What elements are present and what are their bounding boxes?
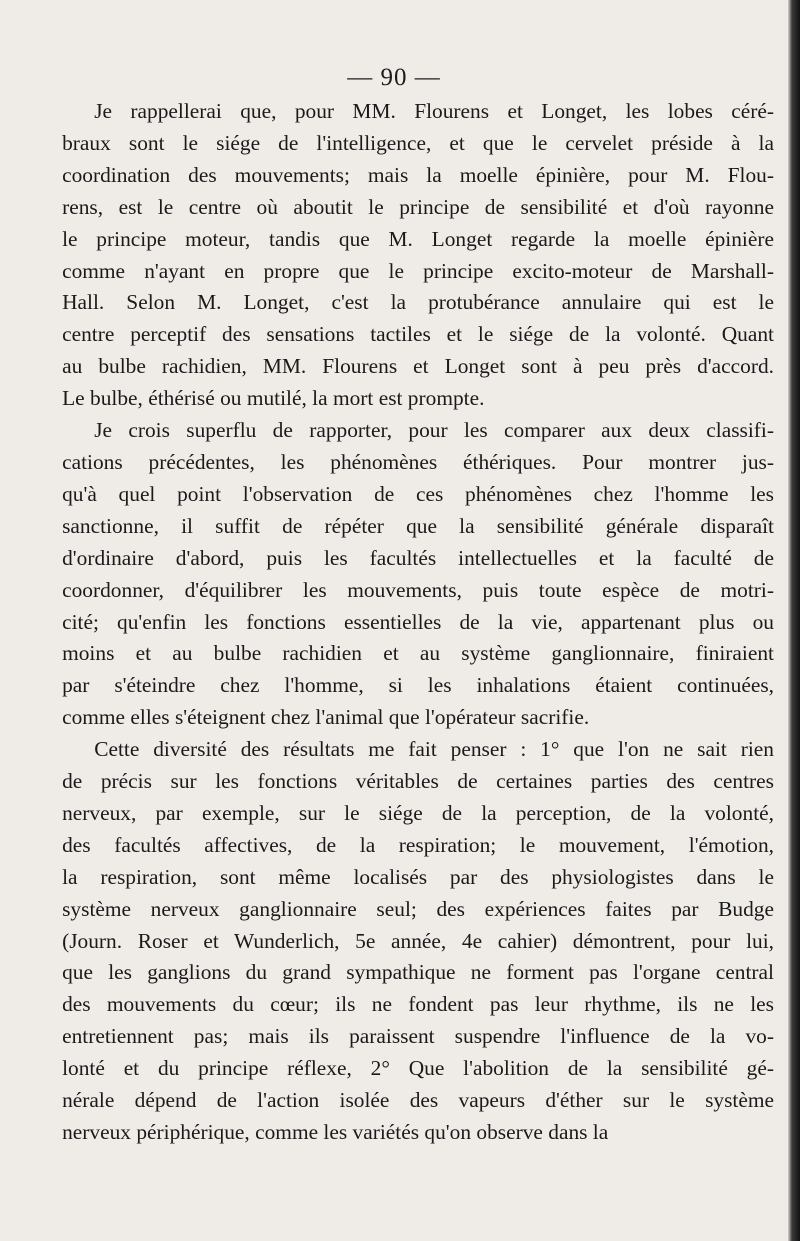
- text-line: Hall. Selon M. Longet, c'est la protubérance annulaire qui est le: [62, 290, 774, 315]
- text-line: comme n'ayant en propre que le principe excito-moteur de Marshall-: [62, 258, 774, 283]
- body-text: [30, 96, 774, 1149]
- text-line: coordonner, d'équilibrer les mouvements, puis toute espèce de motri-: [62, 577, 774, 602]
- text-line: par s'éteindre chez l'homme, si les inhalations étaient continuées,: [62, 673, 774, 698]
- text-line: Le bulbe, éthérisé ou mutilé, la mort est prompte.: [62, 386, 485, 411]
- text-line: centre perceptif des sensations tactiles et le siége de la volonté. Quant: [62, 322, 774, 347]
- text-line: nerveux périphérique, comme les variétés qu'on observe dans la: [62, 1120, 609, 1144]
- paragraph-3: [30, 734, 774, 1149]
- text-line: rens, est le centre où aboutit le principe de sensibilité et d'où rayonne: [62, 194, 774, 219]
- text-line: qu'à quel point l'observation de ces phénomènes chez l'homme les: [62, 481, 774, 506]
- text-line: nérale dépend de l'action isolée des vapeurs d'éther sur le système: [62, 1088, 774, 1113]
- page-number: — 90 —: [347, 64, 441, 91]
- text-line: la respiration, sont même localisés par des physiologistes dans le: [62, 864, 774, 889]
- text-line: moins et au bulbe rachidien et au système ganglionnaire, finiraient: [62, 641, 774, 666]
- text-line: braux sont le siége de l'intelligence, et que le cervelet préside à la: [62, 130, 774, 155]
- paragraph-1: [30, 96, 774, 415]
- text-line: entretiennent pas; mais ils paraissent suspendre l'influence de la vo-: [62, 1024, 774, 1049]
- text-line: de précis sur les fonctions véritables de certaines parties des centres: [62, 769, 774, 794]
- text-line: le principe moteur, tandis que M. Longet regarde la moelle épinière: [62, 226, 774, 251]
- text-line: que les ganglions du grand sympathique ne forment pas l'organe central: [62, 960, 774, 985]
- text-line: Je crois superflu de rapporter, pour les comparer aux deux classifi-: [94, 418, 774, 443]
- text-line: des facultés affectives, de la respiration; le mouvement, l'émotion,: [62, 832, 774, 857]
- text-line: des mouvements du cœur; ils ne fondent pas leur rhythme, ils ne les: [62, 992, 774, 1017]
- text-line: d'ordinaire d'abord, puis les facultés intellectuelles et la faculté de: [62, 545, 774, 570]
- text-line: (Journ. Roser et Wunderlich, 5e année, 4e cahier) démontrent, pour lui,: [62, 928, 774, 953]
- paragraph-2: [30, 415, 774, 734]
- page-edge-shadow: [788, 0, 800, 1241]
- text-line: Cette diversité des résultats me fait penser : 1° que l'on ne sait rien: [94, 737, 774, 762]
- text-line: comme elles s'éteignent chez l'animal que l'opérateur sacrifie.: [62, 705, 590, 730]
- text-line: au bulbe rachidien, MM. Flourens et Longet sont à peu près d'accord.: [62, 354, 774, 379]
- text-line: Je rappellerai que, pour MM. Flourens et Longet, les lobes céré-: [94, 99, 774, 123]
- text-line: cité; qu'enfin les fonctions essentielles de la vie, appartenant plus ou: [62, 609, 774, 634]
- text-line: lonté et du principe réflexe, 2° Que l'abolition de la sensibilité gé-: [62, 1056, 774, 1081]
- text-line: cations précédentes, les phénomènes éthériques. Pour montrer jus-: [62, 449, 774, 474]
- text-line: nerveux, par exemple, sur le siége de la perception, de la volonté,: [62, 800, 774, 825]
- text-line: coordination des mouvements; mais la moelle épinière, pour M. Flou-: [62, 162, 774, 187]
- text-line: sanctionne, il suffit de répéter que la sensibilité générale disparaît: [62, 513, 774, 538]
- text-line: système nerveux ganglionnaire seul; des expériences faites par Budge: [62, 896, 774, 921]
